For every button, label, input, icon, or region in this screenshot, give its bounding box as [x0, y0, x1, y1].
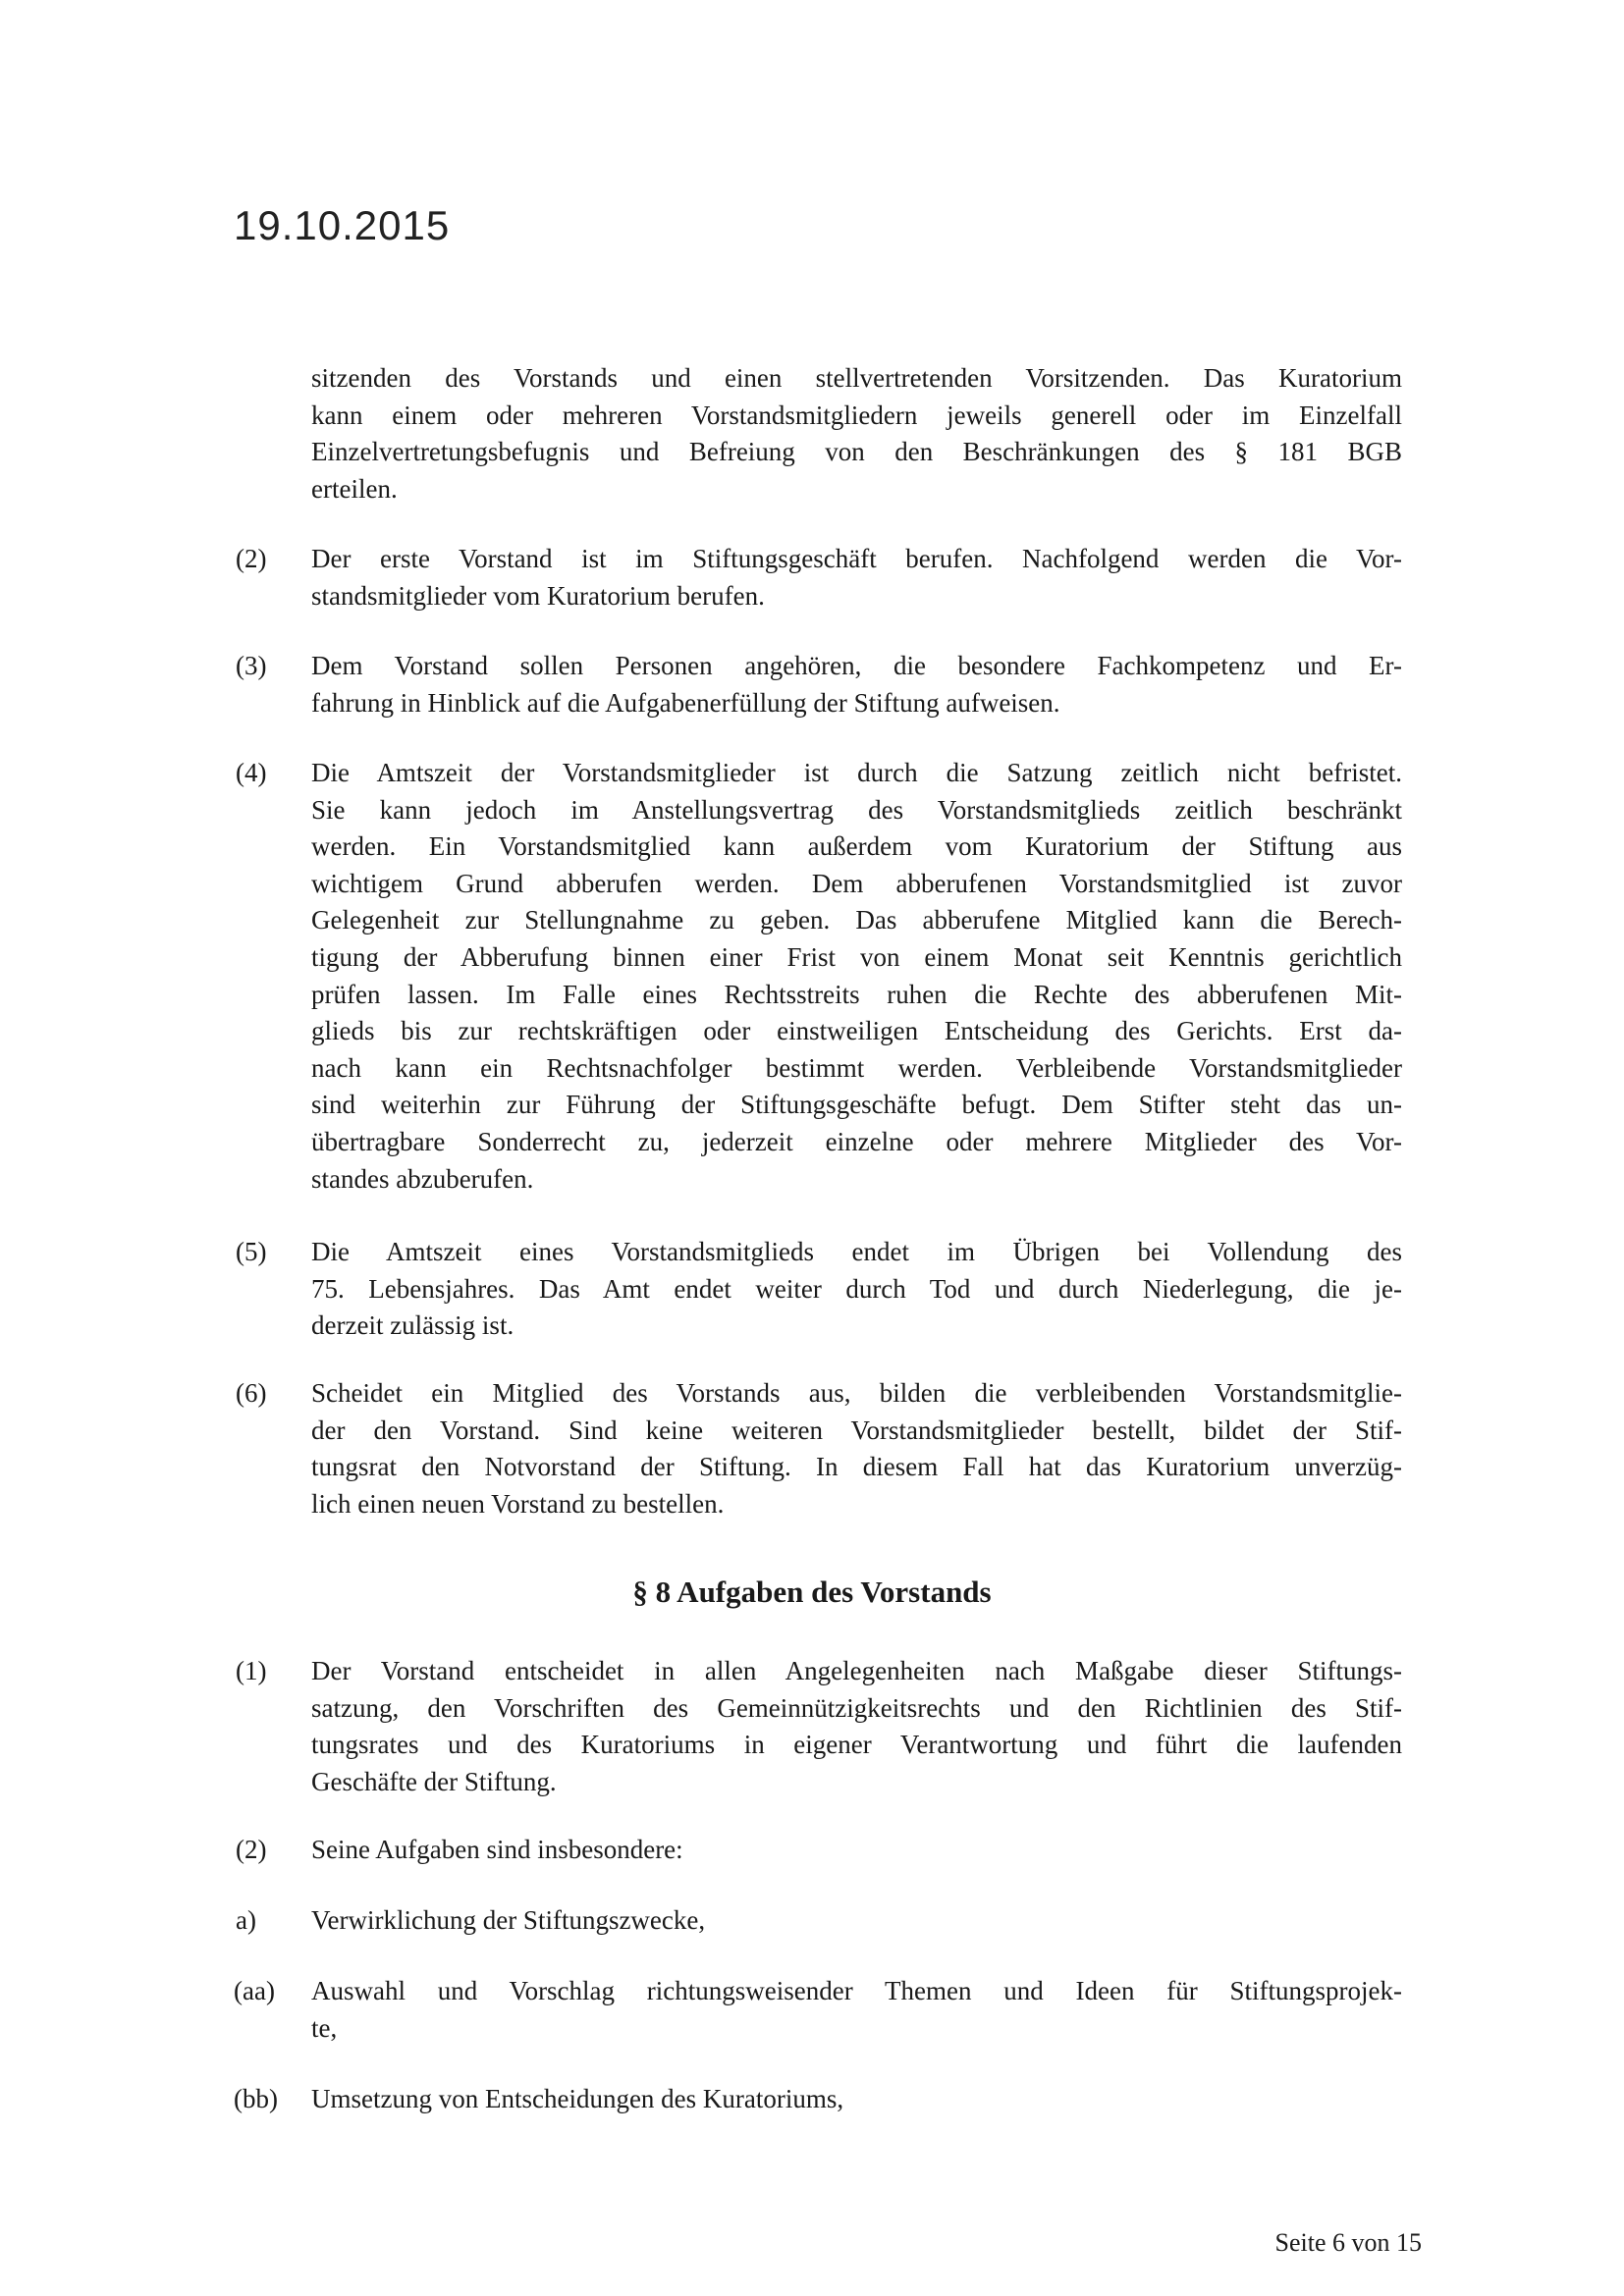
text-line: Der erste Vorstand ist im Stiftungsgeschäft berufen. Nachfolgend werden die Vor-: [311, 544, 1402, 573]
text-line: tungsrat den Notvorstand der Stiftung. In diesem Fall hat das Kuratorium unverzüg-: [311, 1452, 1402, 1482]
section-heading: § 8 Aufgaben des Vorstands: [632, 1575, 992, 1609]
text-line: nach kann ein Rechtsnachfolger bestimmt werden. Verbleibende Vorstandsmitglieder: [311, 1052, 1402, 1083]
text-line: Sie kann jedoch im Anstellungsvertrag des Vorstandsmitglieds zeitlich beschränkt: [311, 794, 1402, 825]
text-line: fahrung in Hinblick auf die Aufgabenerfüllung der Stiftung aufweisen.: [311, 687, 1060, 718]
page-number: Seite 6 von 15: [1274, 2228, 1422, 2257]
text-line: Der Vorstand entscheidet in allen Angelegenheiten nach Maßgabe dieser Stiftungs-: [311, 1656, 1402, 1685]
paragraph-text: [311, 1653, 1402, 1800]
text-line: wichtigem Grund abberufen werden. Dem abberufenen Vorstandsmitglied ist zuvor: [311, 868, 1402, 898]
text-line: Gelegenheit zur Stellungnahme zu geben. Das abberufene Mitglied kann die Berech-: [311, 905, 1402, 935]
text-line: der den Vorstand. Sind keine weiteren Vorstandsmitglieder bestellt, bildet der Stif-: [311, 1415, 1402, 1445]
text-line: lich einen neuen Vorstand zu bestellen.: [311, 1488, 725, 1519]
text-line: erteilen.: [311, 473, 398, 504]
paragraph-number: (aa): [234, 1976, 275, 2005]
paragraph-number: (5): [236, 1237, 267, 1266]
text-line: te,: [311, 2012, 338, 2043]
text-line: Geschäfte der Stiftung.: [311, 1766, 557, 1796]
paragraph-number: (6): [236, 1378, 267, 1408]
text-line: derzeit zulässig ist.: [311, 1310, 514, 1341]
text-line: Auswahl und Vorschlag richtungsweisender Themen und Ideen für Stiftungsprojek-: [311, 1976, 1402, 2005]
paragraph-text: [311, 2081, 1402, 2118]
text-line: tungsrates und des Kuratoriums in eigener Verantwortung und führt die laufenden: [311, 1730, 1402, 1760]
paragraph-text: [311, 541, 1402, 614]
text-line: standsmitglieder vom Kuratorium berufen.: [311, 580, 765, 611]
text-line: werden. Ein Vorstandsmitglied kann außerdem vom Kuratorium der Stiftung aus: [311, 831, 1402, 862]
text-line: Dem Vorstand sollen Personen angehören, die besondere Fachkompetenz und Er-: [311, 651, 1402, 680]
text-line: tigung der Abberufung binnen einer Frist von einem Monat seit Kenntnis gerichtlich: [311, 941, 1402, 972]
paragraph-text: [311, 1832, 1402, 1869]
paragraph-number: (bb): [234, 2084, 278, 2113]
text-line: 75. Lebensjahres. Das Amt endet weiter durch Tod und durch Niederlegung, die je-: [311, 1273, 1402, 1304]
paragraph-number: (4): [236, 758, 267, 787]
paragraph-number: (3): [236, 651, 267, 680]
text-line: sitzenden des Vorstands und einen stellvertretenden Vorsitzenden. Das Kuratorium: [311, 363, 1402, 393]
text-line: Verwirklichung der Stiftungszwecke,: [311, 1905, 706, 1935]
paragraph-number: (1): [236, 1656, 267, 1685]
paragraph-text: [311, 1234, 1402, 1345]
paragraph-text: [311, 1902, 1402, 1940]
text-line: kann einem oder mehreren Vorstandsmitgliedern jeweils generell oder im Einzelfall: [311, 400, 1402, 430]
paragraph-text: [311, 648, 1402, 721]
text-line: Einzelvertretungsbefugnis und Befreiung von den Beschränkungen des § 181 BGB: [311, 437, 1402, 467]
paragraph-text: [311, 1375, 1402, 1522]
text-line: Scheidet ein Mitglied des Vorstands aus, bilden die verbleibenden Vorstandsmitglie-: [311, 1378, 1402, 1408]
text-line: Umsetzung von Entscheidungen des Kuratoriums,: [311, 2084, 844, 2113]
text-line: sind weiterhin zur Führung der Stiftungsgeschäfte befugt. Dem Stifter steht das un-: [311, 1090, 1402, 1120]
paragraph-number: (2): [236, 1835, 267, 1864]
paragraph-text: [311, 755, 1402, 1198]
document-date: 19.10.2015: [234, 202, 451, 248]
text-line: prüfen lassen. Im Falle eines Rechtsstreits ruhen die Rechte des abberufenen Mit-: [311, 979, 1402, 1009]
paragraph-text: [311, 360, 1402, 507]
text-line: Die Amtszeit eines Vorstandsmitglieds endet im Übrigen bei Vollendung des: [311, 1237, 1402, 1266]
paragraph-text: [311, 1973, 1402, 2047]
text-line: Die Amtszeit der Vorstandsmitglieder ist durch die Satzung zeitlich nicht befristet.: [311, 758, 1402, 787]
text-line: glieds bis zur rechtskräftigen oder einstweiligen Entscheidung des Gerichts. Erst da-: [311, 1016, 1402, 1046]
text-line: satzung, den Vorschriften des Gemeinnützigkeitsrechts und den Richtlinien des Stif-: [311, 1692, 1402, 1723]
paragraph-number: a): [236, 1905, 256, 1935]
text-line: standes abzuberufen.: [311, 1163, 534, 1194]
text-line: Seine Aufgaben sind insbesondere:: [311, 1835, 683, 1864]
paragraph-number: (2): [236, 544, 267, 573]
text-line: übertragbare Sonderrecht zu, jederzeit einzelne oder mehrere Mitglieder des Vor-: [311, 1126, 1402, 1156]
